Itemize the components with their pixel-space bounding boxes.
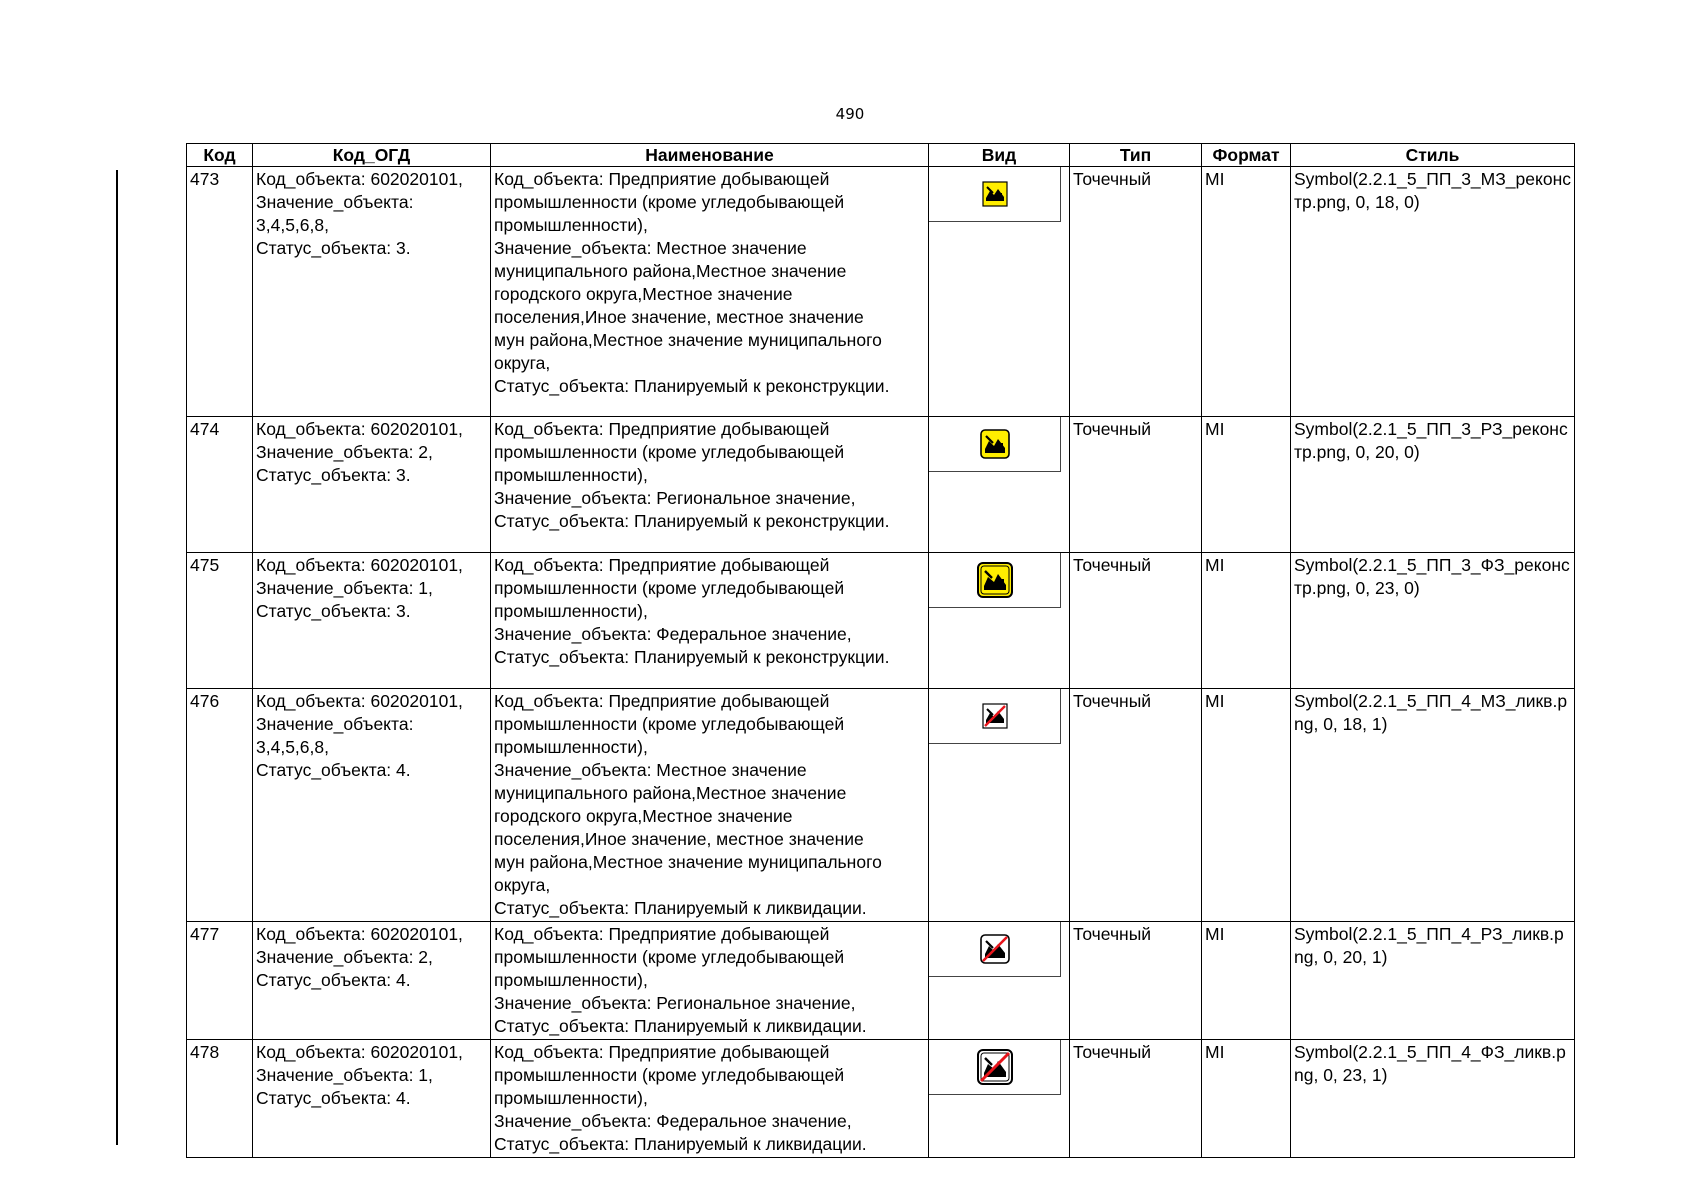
- row-format: MI: [1202, 1040, 1291, 1158]
- symbol-frame: [929, 689, 1061, 745]
- symbol-frame: [929, 417, 1061, 473]
- margin-line: [116, 170, 118, 1145]
- row-style: Symbol(2.2.1_5_ПП_3_ФЗ_реконстр.png, 0, 23, 0): [1291, 553, 1575, 689]
- row-ogd: Код_объекта: 602020101, Значение_объекта: 1, Статус_объекта: 4.: [253, 1040, 491, 1158]
- row-name: Код_объекта: Предприятие добывающей промышленности (кроме угледобывающей промышленности), Значение_объекта: Федеральное значение, Статус_объекта: Планируемый к реконструкции.: [491, 553, 929, 689]
- row-name: Код_объекта: Предприятие добывающей промышленности (кроме угледобывающей промышленности), Значение_объекта: Региональное значение, Статус_объекта: Планируемый к ликвидации.: [491, 922, 929, 1040]
- row-view: [929, 417, 1070, 553]
- row-format: MI: [1202, 167, 1291, 417]
- symbol-frame: [929, 167, 1061, 223]
- symbol-frame: [929, 553, 1061, 609]
- header-style: Стиль: [1291, 144, 1575, 167]
- mining-enterprise-reconstruction-federal-icon: [977, 553, 1013, 622]
- table-row: [187, 1040, 1575, 1158]
- row-view: [929, 167, 1070, 417]
- row-ogd: Код_объекта: 602020101, Значение_объекта: 1, Статус_объекта: 3.: [253, 553, 491, 689]
- row-view: [929, 922, 1070, 1040]
- header-format: Формат: [1202, 144, 1291, 167]
- row-code: 473: [187, 167, 253, 417]
- row-ogd: Код_объекта: 602020101, Значение_объекта: 3,4,5,6,8, Статус_объекта: 3.: [253, 167, 491, 417]
- row-style: Symbol(2.2.1_5_ПП_4_ФЗ_ликв.png, 0, 23, 1): [1291, 1040, 1575, 1158]
- row-ogd: Код_объекта: 602020101, Значение_объекта: 3,4,5,6,8, Статус_объекта: 4.: [253, 689, 491, 922]
- table-row: [187, 167, 1575, 417]
- row-code: 475: [187, 553, 253, 689]
- table-row: [187, 689, 1575, 922]
- table-row: [187, 553, 1575, 689]
- row-style: Symbol(2.2.1_5_ПП_3_МЗ_реконстр.png, 0, 18, 0): [1291, 167, 1575, 417]
- row-code: 476: [187, 689, 253, 922]
- row-format: MI: [1202, 553, 1291, 689]
- row-type: Точечный: [1070, 689, 1202, 922]
- row-format: MI: [1202, 922, 1291, 1040]
- row-format: MI: [1202, 417, 1291, 553]
- header-type: Тип: [1070, 144, 1202, 167]
- table-header-row: [187, 144, 1575, 167]
- row-ogd: Код_объекта: 602020101, Значение_объекта: 2, Статус_объекта: 3.: [253, 417, 491, 553]
- row-style: Symbol(2.2.1_5_ПП_3_РЗ_реконстр.png, 0, 20, 0): [1291, 417, 1575, 553]
- row-name: Код_объекта: Предприятие добывающей промышленности (кроме угледобывающей промышленности), Значение_объекта: Федеральное значение, Статус_объекта: Планируемый к ликвидации.: [491, 1040, 929, 1158]
- row-type: Точечный: [1070, 922, 1202, 1040]
- row-code: 477: [187, 922, 253, 1040]
- row-type: Точечный: [1070, 553, 1202, 689]
- symbol-frame: [929, 922, 1061, 978]
- symbol-catalog-table: [186, 143, 1575, 1158]
- table-row: [187, 417, 1575, 553]
- mining-enterprise-reconstruction-regional-icon: [980, 417, 1010, 483]
- row-type: Точечный: [1070, 1040, 1202, 1158]
- row-format: MI: [1202, 689, 1291, 922]
- row-style: Symbol(2.2.1_5_ПП_4_МЗ_ликв.png, 0, 18, 1): [1291, 689, 1575, 922]
- header-name: Наименование: [491, 144, 929, 167]
- table-row: [187, 922, 1575, 1040]
- header-ogd: Код_ОГД: [253, 144, 491, 167]
- header-view: Вид: [929, 144, 1070, 167]
- row-ogd: Код_объекта: 602020101, Значение_объекта: 2, Статус_объекта: 4.: [253, 922, 491, 1040]
- mining-enterprise-reconstruction-local-icon: [982, 167, 1008, 231]
- row-type: Точечный: [1070, 167, 1202, 417]
- row-view: [929, 553, 1070, 689]
- row-code: 478: [187, 1040, 253, 1158]
- row-view: [929, 1040, 1070, 1158]
- row-name: Код_объекта: Предприятие добывающей промышленности (кроме угледобывающей промышленности), Значение_объекта: Региональное значение, Статус_объекта: Планируемый к реконструкции.: [491, 417, 929, 553]
- row-style: Symbol(2.2.1_5_ПП_4_РЗ_ликв.png, 0, 20, 1): [1291, 922, 1575, 1040]
- row-name: Код_объекта: Предприятие добывающей промышленности (кроме угледобывающей промышленности), Значение_объекта: Местное значение муниципального района,Местное значение городского округа,Местное значение поселения,Иное значение, местное значение мун района,Местное значение муниципального округа, Статус_объекта: Планируемый к реконструкции.: [491, 167, 929, 417]
- row-name: Код_объекта: Предприятие добывающей промышленности (кроме угледобывающей промышленности), Значение_объекта: Местное значение муниципального района,Местное значение городского округа,Местное значение поселения,Иное значение, местное значение мун района,Местное значение муниципального округа, Статус_объекта: Планируемый к ликвидации.: [491, 689, 929, 922]
- row-view: [929, 689, 1070, 922]
- row-code: 474: [187, 417, 253, 553]
- symbol-frame: [929, 1040, 1061, 1096]
- mining-enterprise-liquidation-local-icon: [982, 689, 1008, 753]
- mining-enterprise-liquidation-federal-icon: [977, 1040, 1013, 1109]
- mining-enterprise-liquidation-regional-icon: [980, 922, 1010, 988]
- row-type: Точечный: [1070, 417, 1202, 553]
- header-code: Код: [187, 144, 253, 167]
- page-number: 490: [835, 105, 865, 123]
